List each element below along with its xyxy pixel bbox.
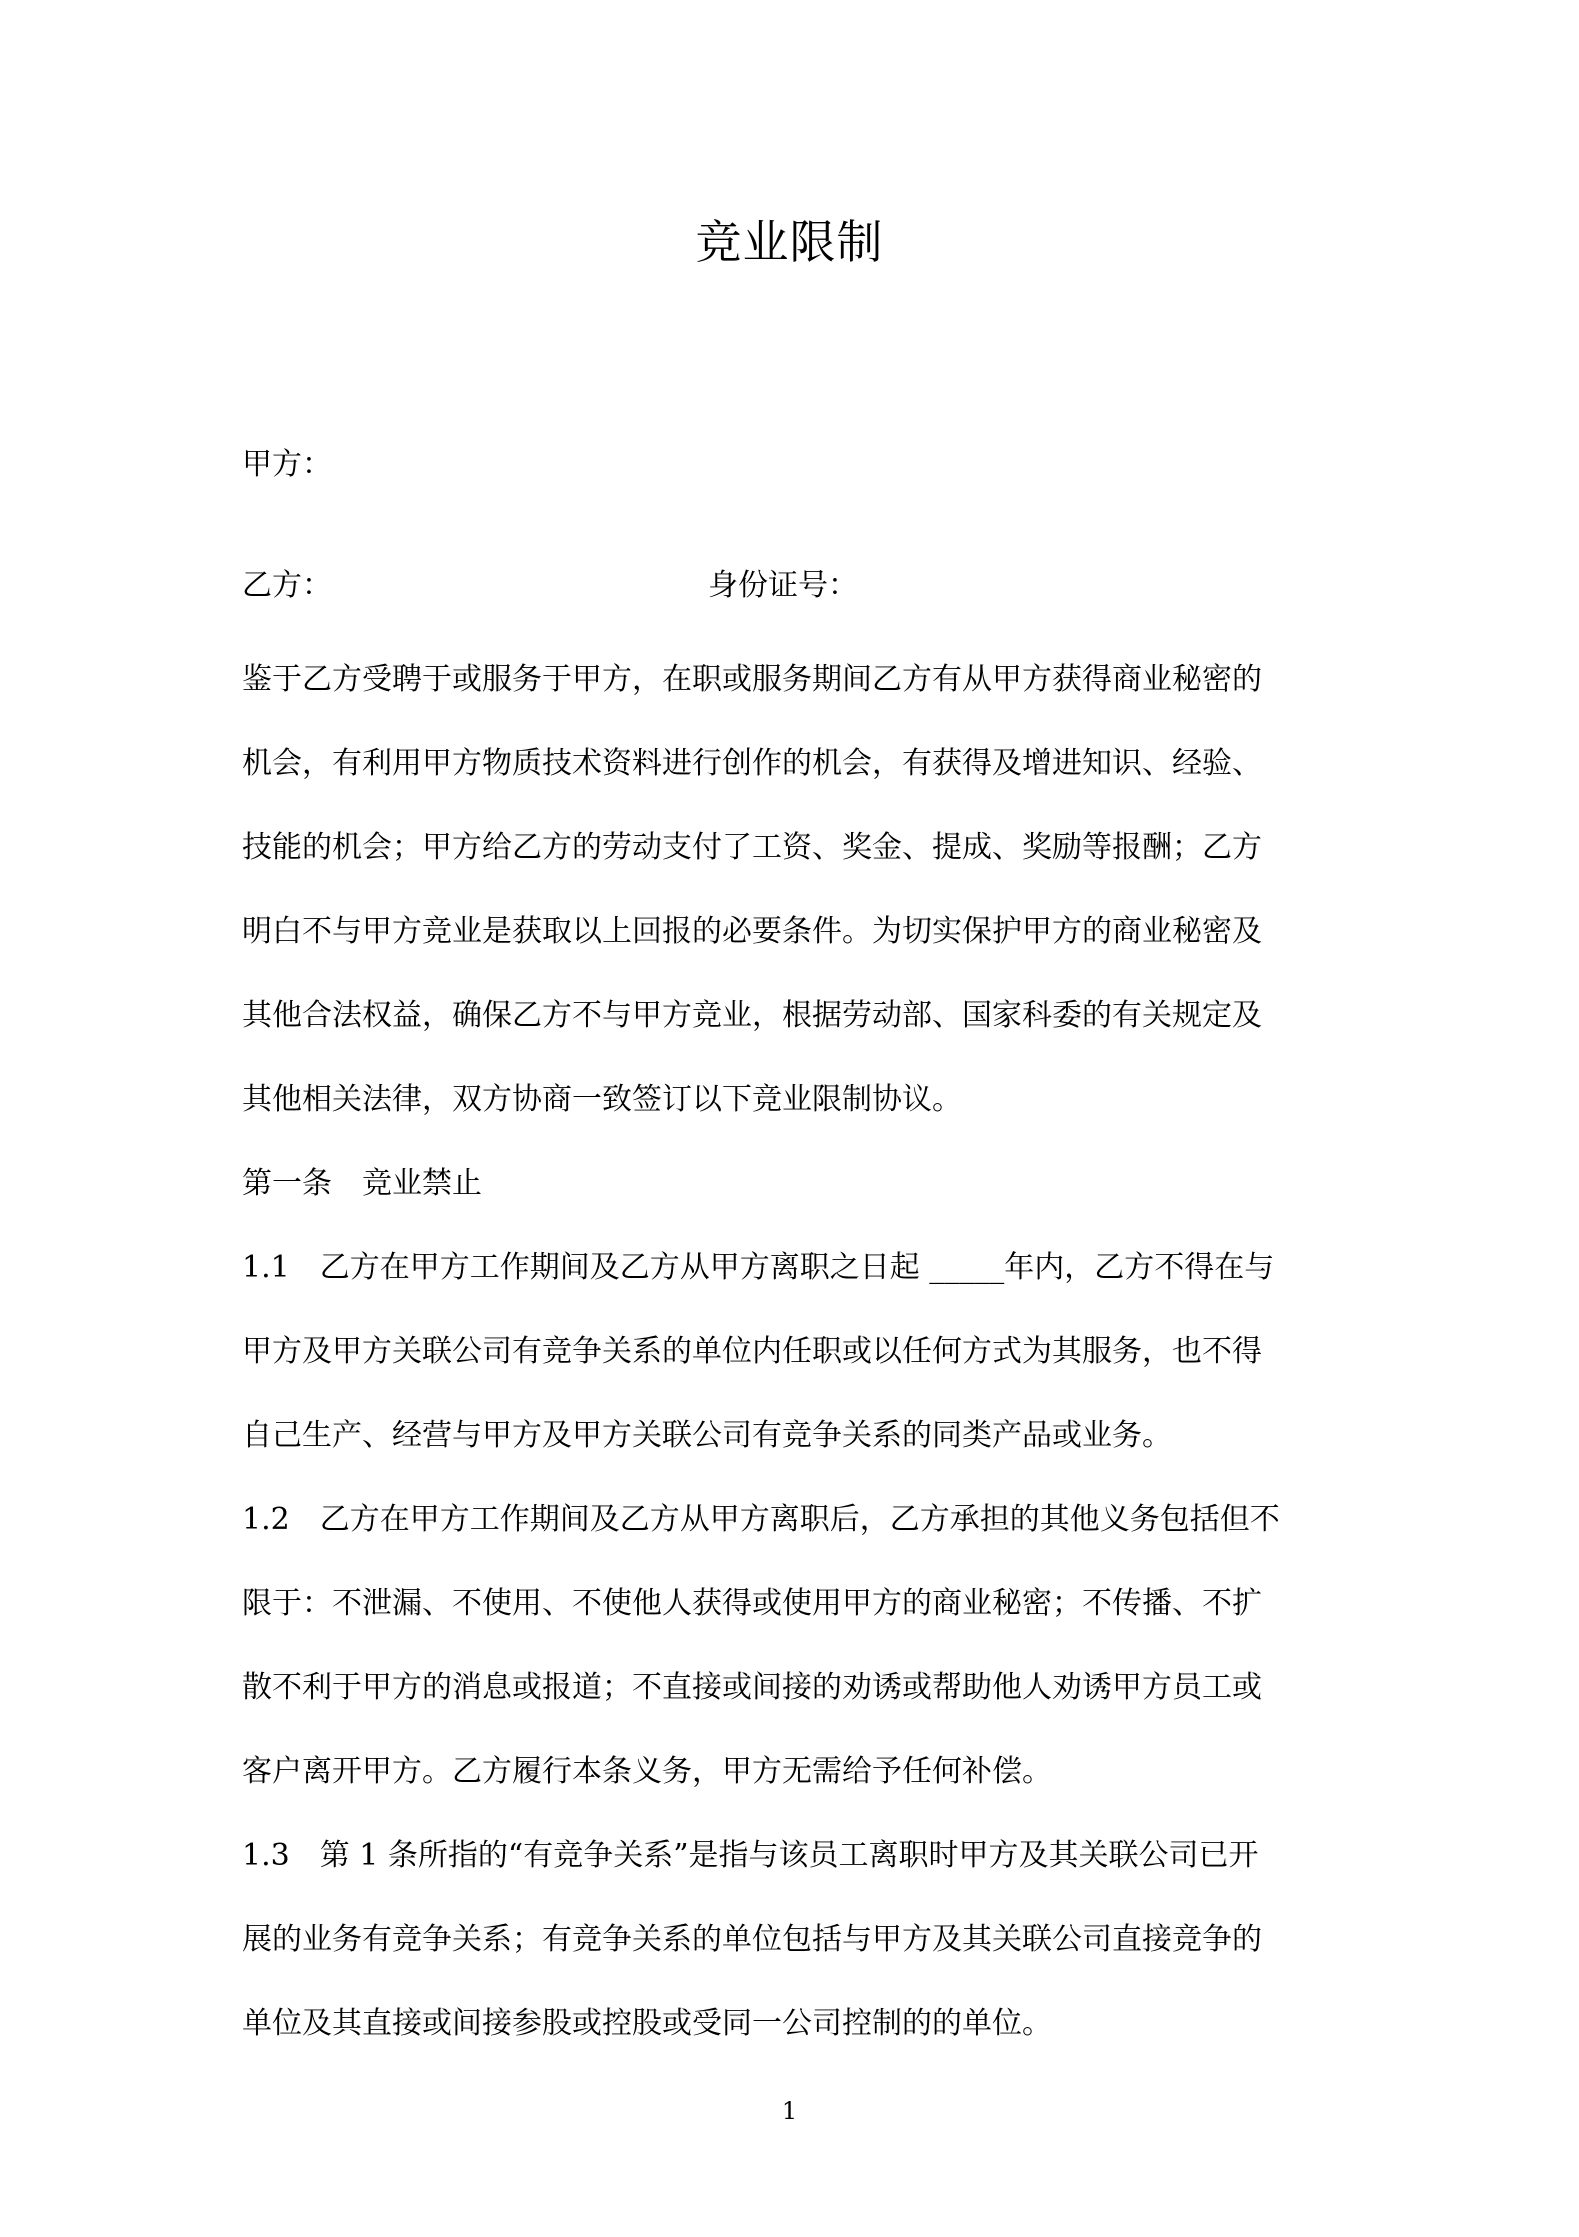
clause-1-1-line: 自己生产、经营与甲方及甲方关联公司有竞争关系的同类产品或业务。 <box>242 1418 1172 1453</box>
clause-1-2-line: 限于：不泄漏、不使用、不使他人获得或使用甲方的商业秘密；不传播、不扩 <box>242 1586 1262 1621</box>
recital-line: 技能的机会；甲方给乙方的劳动支付了工资、奖金、提成、奖励等报酬；乙方 <box>242 830 1262 865</box>
clause-1-2-line: 散不利于甲方的消息或报道；不直接或间接的劝诱或帮助他人劝诱甲方员工或 <box>242 1670 1262 1705</box>
recital-line: 鉴于乙方受聘于或服务于甲方，在职或服务期间乙方有从甲方获得商业秘密的 <box>242 662 1262 697</box>
party-a-label: 甲方： <box>242 447 332 482</box>
recital-line: 机会，有利用甲方物质技术资料进行创作的机会，有获得及增进知识、经验、 <box>242 746 1262 781</box>
recital-line: 明白不与甲方竞业是获取以上回报的必要条件。为切实保护甲方的商业秘密及 <box>242 914 1262 949</box>
clause-1-2-line: 1.2 乙方在甲方工作期间及乙方从甲方离职后，乙方承担的其他义务包括但不 <box>242 1502 1280 1537</box>
clause-1-3-line: 单位及其直接或间接参股或控股或受同一公司控制的的单位。 <box>242 2006 1052 2041</box>
clause-1-2-line: 客户离开甲方。乙方履行本条义务，甲方无需给予任何补偿。 <box>242 1754 1052 1789</box>
document-title: 竞业限制 <box>695 215 884 269</box>
article-1-heading: 第一条 竞业禁止 <box>242 1166 482 1201</box>
clause-1-1-line: 甲方及甲方关联公司有竞争关系的单位内任职或以任何方式为其服务，也不得 <box>242 1334 1262 1369</box>
id-number-label: 身份证号： <box>708 568 858 603</box>
page-number: 1 <box>781 2097 798 2125</box>
clause-1-1-line: 1.1 乙方在甲方工作期间及乙方从甲方离职之日起 _____年内，乙方不得在与 <box>242 1250 1275 1285</box>
clause-1-3-line: 展的业务有竞争关系；有竞争关系的单位包括与甲方及其关联公司直接竞争的 <box>242 1922 1262 1957</box>
party-b-label: 乙方： <box>242 568 332 603</box>
recital-line: 其他相关法律，双方协商一致签订以下竞业限制协议。 <box>242 1082 962 1117</box>
clause-1-3-line: 1.3 第 1 条所指的“有竞争关系”是指与该员工离职时甲方及其关联公司已开 <box>242 1838 1259 1873</box>
recital-line: 其他合法权益，确保乙方不与甲方竞业，根据劳动部、国家科委的有关规定及 <box>242 998 1262 1033</box>
